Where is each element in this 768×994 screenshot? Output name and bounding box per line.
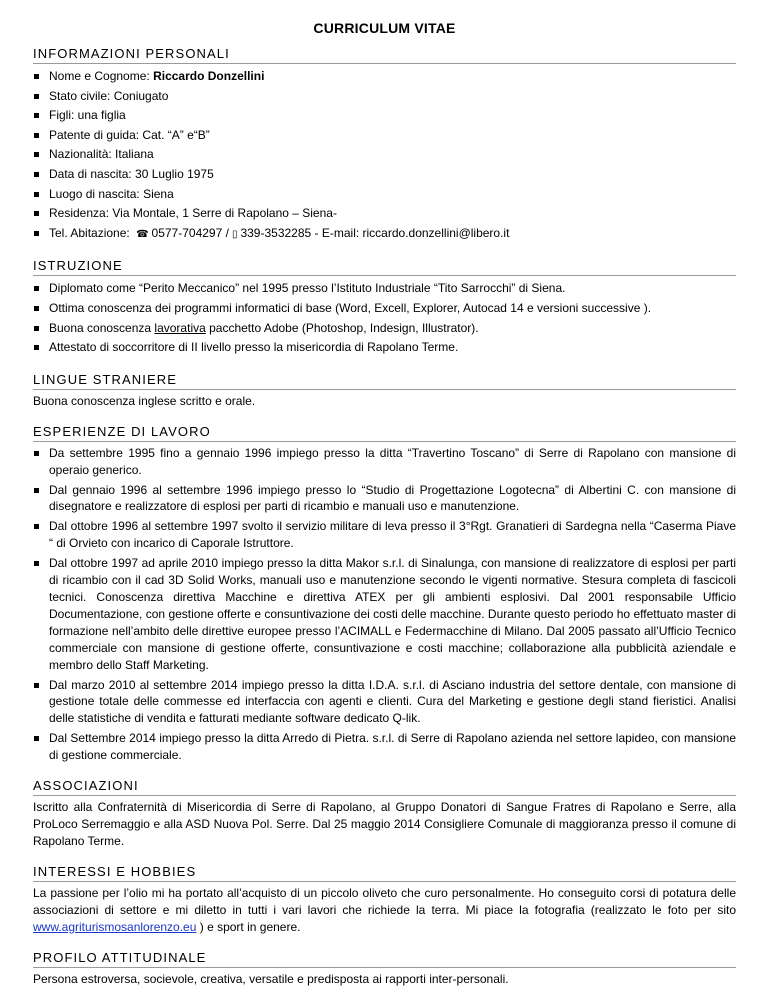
section-heading-experience: ESPERIENZE DI LAVORO (33, 424, 736, 442)
bullet-icon (34, 561, 39, 566)
phone-icon: ☎ (136, 228, 149, 240)
bullet-icon (34, 736, 39, 741)
list-item: Dal Settembre 2014 impiego presso la ditta Arredo di Pietra. s.r.l. di Serre di Rapolano azienda nel settore lapideo, con mansione di gestione commerciale. (33, 730, 736, 764)
list-item-contact (33, 224, 736, 245)
list-item: Stato civile: Coniugato (33, 87, 736, 107)
section-languages (33, 372, 736, 410)
phone-mobile-email: 339-3532285 - E-mail: riccardo.donzellini@libero.it (240, 225, 510, 240)
personal-info-list (33, 67, 736, 244)
bullet-icon (34, 211, 39, 216)
list-item: Figli: una figlia (33, 106, 736, 126)
list-item: Attestato di soccorritore di II livello presso la misericordia di Rapolano Terme. (33, 338, 736, 358)
section-heading-profile: PROFILO ATTITUDINALE (33, 950, 736, 968)
experience-list (33, 445, 736, 764)
education-list (33, 279, 736, 357)
website-link[interactable]: www.agriturismosanlorenzo.eu (33, 920, 197, 935)
bullet-icon (34, 683, 39, 688)
list-item: Diplomato come “Perito Meccanico” nel 1995 presso l’Istituto Industriale “Tito Sarrocchi” di Siena. (33, 279, 736, 299)
cv-page (33, 20, 736, 994)
list-item: Buona conoscenza lavorativa pacchetto Adobe (Photoshop, Indesign, Illustrator). (33, 319, 736, 339)
list-item: Ottima conoscenza dei programmi informatici di base (Word, Excell, Explorer, Autocad 14 e versioni successive ). (33, 299, 736, 319)
section-heading-associations: ASSOCIAZIONI (33, 778, 736, 796)
section-associations (33, 778, 736, 850)
bullet-icon (34, 152, 39, 157)
bullet-icon (34, 74, 39, 79)
list-item: Nazionalità: Italiana (33, 145, 736, 165)
section-education (33, 258, 736, 357)
bullet-icon (34, 172, 39, 177)
section-heading-personal: INFORMAZIONI PERSONALI (33, 46, 736, 64)
section-interests (33, 864, 736, 936)
list-item: Dal marzo 2010 al settembre 2014 impiego presso la ditta I.D.A. s.r.l. di Asciano industria del settore dentale, con mansione di gestione totale delle commesse ed interfaccia con agenti e clienti. Cura del Marketing e gestione degli stand fieristici. Analisi delle statistiche di vendita e fatturati mediante software dedicato Q-lik. (33, 677, 736, 728)
bullet-icon (34, 345, 39, 350)
tel-label: Tel. Abitazione: (49, 225, 134, 240)
bullet-icon (34, 326, 39, 331)
list-item: Patente di guida: Cat. “A” e“B” (33, 126, 736, 146)
list-item: Residenza: Via Montale, 1 Serre di Rapolano – Siena- (33, 204, 736, 224)
document-title: CURRICULUM VITAE (313, 20, 456, 36)
bullet-icon (34, 192, 39, 197)
bullet-icon (34, 306, 39, 311)
list-item: Da settembre 1995 fino a gennaio 1996 impiego presso la ditta “Travertino Toscano” di Serre di Rapolano con mansione di operaio generico. (33, 445, 736, 479)
phone-home: 0577-704297 / (151, 225, 229, 240)
list-item: Luogo di nascita: Siena (33, 185, 736, 205)
list-item: Dal ottobre 1997 ad aprile 2010 impiego presso la ditta Makor s.r.l. di Sinalunga, con mansione di realizzatore di esplosi per parti di ricambio con il cad 3D Solid Works, manuali uso e manutenzione secondo le vigenti normative. Stesura completa di fascicoli tecnici. Conoscenza direttiva Macchine e direttiva ATEX per gli ambienti esplosivi. Dal 2001 responsabile Ufficio Documentazione, con gestione offerte e consuntivazione dei costi delle macchine. Durante questo periodo ho effettuato master di formazione nell’ambito delle direttive europee presso l’ACIMALL e Federmacchine di Milano. Dal 2005 passato all’Ufficio Tecnico commerciale con mansione di gestione offerte, consuntivazione e costi macchine; collaborazione alla pubblicità aziendale e membro dello Staff Marketing. (33, 555, 736, 673)
bullet-icon (34, 451, 39, 456)
bullet-icon (34, 231, 39, 236)
name-label: Nome e Cognome: (49, 69, 154, 83)
bullet-icon (34, 133, 39, 138)
list-item: Dal ottobre 1996 al settembre 1997 svolto il servizio militare di leva presso il 3°Rgt. Granatieri di Sardegna nella “Caserma Piave “ di Orvieto con incarico di Caporale Istruttore. (33, 518, 736, 552)
name-value: Riccardo Donzellini (153, 69, 265, 83)
bullet-icon (34, 286, 39, 291)
interests-text: La passione per l’olio mi ha portato all’acquisto di un piccolo oliveto che curo personalmente. Ho conseguito corsi di potatura delle associazioni di settore e mi diletto in tutti i vari lavori che richiede la terra. Mi piace la fotografia (realizzato le foto per sito www.agriturismosanlorenzo.eu ) e sport in genere. (33, 886, 736, 935)
bullet-icon (34, 488, 39, 493)
section-heading-education: ISTRUZIONE (33, 258, 736, 276)
list-item: Data di nascita: 30 Luglio 1975 (33, 165, 736, 185)
section-profile (33, 950, 736, 988)
section-heading-languages: LINGUE STRANIERE (33, 372, 736, 390)
bullet-icon (34, 94, 39, 99)
section-personal-info (33, 46, 736, 244)
languages-text: Buona conoscenza inglese scritto e orale. (33, 393, 256, 408)
bullet-icon (34, 524, 39, 529)
associations-text: Iscritto alla Confraternità di Misericordia di Serre di Rapolano, al Gruppo Donatori di Sangue Fratres di Rapolano e Serre, alla ProLoco Serremaggio e alla ASD Nuova Pol. Serre. Dal 25 maggio 2014 Consigliere Comunale di maggioranza presso il comune di Rapolano Terme. (33, 800, 736, 849)
section-work-experience (33, 424, 736, 764)
list-item (33, 67, 736, 87)
profile-text: Persona estroversa, socievole, creativa, versatile e predisposta ai rapporti inter-personali. (33, 972, 509, 987)
bullet-icon (34, 113, 39, 118)
mobile-phone-icon: ▯ (231, 228, 238, 240)
list-item: Dal gennaio 1996 al settembre 1996 impiego presso lo “Studio di Progettazione Logotecna” di Albertini C. con mansione di disegnatore e realizzatore di esplosi per parti di ricambio e manuali uso e manutenzione. (33, 482, 736, 516)
section-heading-interests: INTERESSI E HOBBIES (33, 864, 736, 882)
